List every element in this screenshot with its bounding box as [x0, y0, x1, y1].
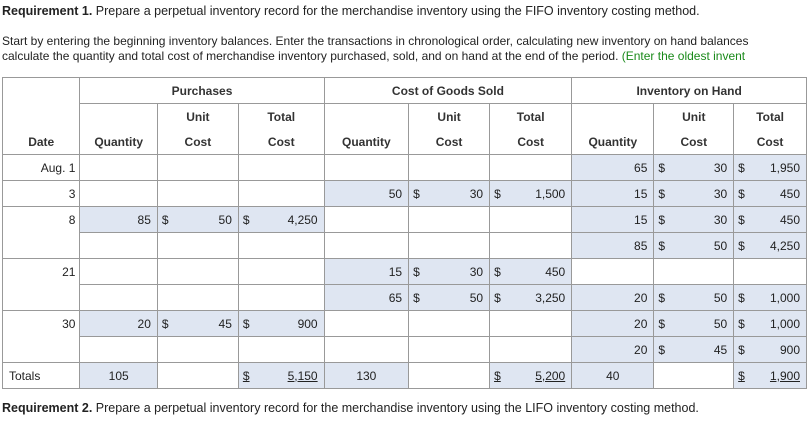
purchases-total-cost-header: Cost	[238, 129, 324, 155]
purchases-quantity-cell[interactable]: 20	[80, 311, 157, 337]
on-hand-unit-cost-cell[interactable]: 50	[677, 311, 733, 337]
currency-sign: $	[654, 311, 677, 337]
table-row	[3, 181, 807, 207]
date-cell[interactable]: 8	[3, 207, 80, 233]
currency-sign: $	[409, 259, 432, 285]
on-hand-total-cost-cell[interactable]: 450	[757, 207, 806, 233]
instructions-line-1: Start by entering the beginning inventory balances. Enter the transactions in chronological order, calculating new inventory on hand balances	[2, 34, 749, 48]
requirement-2-label: Requirement 2.	[2, 401, 93, 415]
on-hand-unit-cost-cell[interactable]: 50	[677, 233, 733, 259]
currency-sign: $	[654, 155, 677, 181]
cogs-unit-cost-cell[interactable]: 30	[432, 259, 490, 285]
requirement-1-label: Requirement 1.	[2, 4, 93, 18]
purchases-quantity-header: Quantity	[80, 129, 157, 155]
cogs-total-cost-total[interactable]: 5,200	[513, 363, 572, 389]
purchases-unit-cost-cell[interactable]: 45	[181, 311, 239, 337]
purchases-header: Purchases	[80, 78, 324, 104]
purchases-unit-header: Unit	[157, 104, 238, 130]
cogs-total-cost-header: Cost	[490, 129, 572, 155]
currency-sign: $	[654, 233, 677, 259]
cogs-unit-cost-cell[interactable]: 30	[432, 181, 490, 207]
cogs-quantity-cell[interactable]: 65	[324, 285, 408, 311]
requirement-2	[2, 401, 699, 415]
on-hand-unit-cost-cell[interactable]: 45	[677, 337, 733, 363]
on-hand-total-cost-cell[interactable]: 4,250	[757, 233, 806, 259]
purchases-total-cost-cell[interactable]: 4,250	[262, 207, 324, 233]
on-hand-quantity-cell[interactable]: 20	[572, 337, 654, 363]
currency-sign: $	[490, 181, 513, 207]
on-hand-unit-header: Unit	[654, 104, 734, 130]
currency-sign: $	[654, 285, 677, 311]
on-hand-quantity-cell[interactable]: 65	[572, 155, 654, 181]
cogs-header: Cost of Goods Sold	[324, 78, 572, 104]
on-hand-quantity-total[interactable]: 40	[572, 363, 654, 389]
currency-sign: $	[490, 363, 513, 389]
cogs-total-header: Total	[490, 104, 572, 130]
on-hand-total-cost-cell[interactable]: 450	[757, 181, 806, 207]
table-row	[3, 259, 807, 285]
cogs-total-cost-cell[interactable]: 450	[513, 259, 572, 285]
currency-sign: $	[409, 181, 432, 207]
currency-sign: $	[654, 337, 677, 363]
on-hand-header: Inventory on Hand	[572, 78, 807, 104]
on-hand-total-cost-cell[interactable]: 1,950	[757, 155, 806, 181]
purchases-total-cost-total[interactable]: 5,150	[262, 363, 324, 389]
table-row	[3, 337, 807, 363]
on-hand-total-header: Total	[734, 104, 807, 130]
currency-sign: $	[238, 311, 261, 337]
instructions-hint: (Enter the oldest invent	[618, 49, 746, 63]
on-hand-total-cost-total[interactable]: 1,900	[757, 363, 806, 389]
currency-sign: $	[734, 337, 757, 363]
date-cell[interactable]: 30	[3, 311, 80, 337]
on-hand-unit-cost-cell[interactable]: 30	[677, 207, 733, 233]
table-row	[3, 207, 807, 233]
date-header: Date	[3, 129, 80, 155]
purchases-total-cost-cell[interactable]: 900	[262, 311, 324, 337]
table-row	[3, 155, 807, 181]
header-blank	[3, 78, 80, 104]
currency-sign: $	[734, 311, 757, 337]
cogs-quantity-header: Quantity	[324, 129, 408, 155]
requirement-1	[2, 4, 700, 18]
on-hand-unit-cost-cell[interactable]: 30	[677, 181, 733, 207]
on-hand-quantity-cell[interactable]: 20	[572, 285, 654, 311]
cogs-unit-cost-header: Cost	[409, 129, 490, 155]
date-cell[interactable]: Aug. 1	[3, 155, 80, 181]
on-hand-total-cost-cell[interactable]: 1,000	[757, 311, 806, 337]
cogs-quantity-cell[interactable]: 50	[324, 181, 408, 207]
instructions-line-2: calculate the quantity and total cost of merchandise inventory purchased, sold, and on hand at the end of the period.	[2, 49, 619, 63]
purchases-total-header: Total	[238, 104, 324, 130]
currency-sign: $	[654, 207, 677, 233]
currency-sign: $	[157, 207, 180, 233]
currency-sign: $	[734, 181, 757, 207]
cogs-quantity-total[interactable]: 130	[324, 363, 408, 389]
on-hand-unit-cost-cell[interactable]: 30	[677, 155, 733, 181]
requirement-2-text: Prepare a perpetual inventory record for the merchandise inventory using the LIFO inventory costing method.	[92, 401, 699, 415]
on-hand-total-cost-header: Cost	[734, 129, 807, 155]
requirement-1-text: Prepare a perpetual inventory record for the merchandise inventory using the FIFO inventory costing method.	[92, 4, 700, 18]
currency-sign: $	[238, 363, 261, 389]
currency-sign: $	[157, 311, 180, 337]
currency-sign: $	[490, 285, 513, 311]
cogs-total-cost-cell[interactable]: 3,250	[513, 285, 572, 311]
purchases-quantity-cell[interactable]: 85	[80, 207, 157, 233]
currency-sign: $	[734, 363, 757, 389]
on-hand-quantity-header: Quantity	[572, 129, 654, 155]
currency-sign: $	[734, 233, 757, 259]
currency-sign: $	[654, 181, 677, 207]
cogs-quantity-cell[interactable]: 15	[324, 259, 408, 285]
currency-sign: $	[238, 207, 261, 233]
on-hand-total-cost-cell[interactable]: 1,000	[757, 285, 806, 311]
on-hand-quantity-cell[interactable]: 85	[572, 233, 654, 259]
on-hand-quantity-cell[interactable]: 20	[572, 311, 654, 337]
purchases-quantity-total[interactable]: 105	[80, 363, 157, 389]
on-hand-quantity-cell[interactable]: 15	[572, 207, 654, 233]
totals-label: Totals	[3, 363, 80, 389]
currency-sign: $	[734, 285, 757, 311]
date-cell[interactable]: 21	[3, 259, 80, 285]
currency-sign: $	[734, 155, 757, 181]
on-hand-total-cost-cell[interactable]: 900	[757, 337, 806, 363]
table-row	[3, 311, 807, 337]
instructions	[2, 34, 807, 64]
on-hand-quantity-cell[interactable]: 15	[572, 181, 654, 207]
currency-sign: $	[409, 285, 432, 311]
on-hand-unit-cost-cell[interactable]: 50	[677, 285, 733, 311]
cogs-total-cost-cell[interactable]: 1,500	[513, 181, 572, 207]
date-cell[interactable]: 3	[3, 181, 80, 207]
cogs-unit-cost-cell[interactable]: 50	[432, 285, 490, 311]
perpetual-inventory-record	[2, 77, 807, 389]
on-hand-unit-cost-header: Cost	[654, 129, 734, 155]
table-row	[3, 285, 807, 311]
table-row	[3, 233, 807, 259]
purchases-unit-cost-cell[interactable]: 50	[181, 207, 239, 233]
currency-sign: $	[734, 207, 757, 233]
cogs-unit-header: Unit	[409, 104, 490, 130]
purchases-unit-cost-header: Cost	[157, 129, 238, 155]
currency-sign: $	[490, 259, 513, 285]
totals-row	[3, 363, 807, 389]
